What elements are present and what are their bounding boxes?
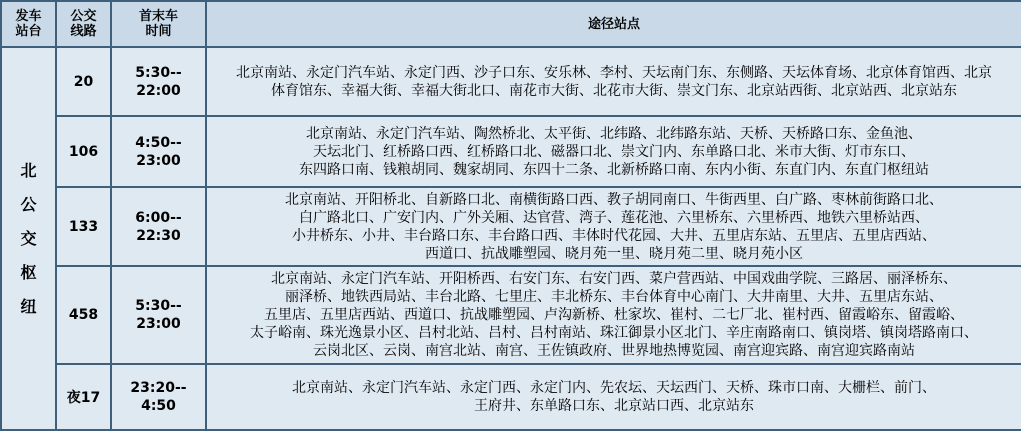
route-number: 106: [56, 116, 111, 187]
header-station: [1, 1, 56, 47]
header-route: [56, 1, 111, 47]
stops-line: 天坛北门、红桥路口西、红桥路口北、磁器口北、崇文门内、东单路口北、米市大街、灯市东口、: [313, 143, 915, 160]
route-number: 458: [56, 266, 111, 364]
route-stops: [206, 364, 1021, 430]
route-stops: [206, 187, 1021, 266]
header-stops: 途径站点: [206, 1, 1021, 47]
last-bus-time: 23:00: [136, 316, 181, 332]
stops-line: 丽泽桥、地铁西局站、丰台北路、七里庄、丰北桥东、丰台体育中心南门、大井南里、大井、五里店东站、: [285, 289, 943, 305]
stops-line: 西道口、抗战雕塑园、晓月苑一里、晓月苑二里、晓月苑小区: [425, 245, 803, 262]
route-time: [111, 187, 206, 266]
route-time: [111, 47, 206, 116]
header-station-line2: 站台: [15, 24, 42, 39]
route-time: [111, 364, 206, 430]
last-bus-time: 4:50: [141, 398, 176, 414]
last-bus-time: 22:00: [136, 82, 181, 99]
first-bus-time: 23:20--: [130, 380, 187, 396]
last-bus-time: 22:30: [136, 227, 181, 244]
table-row: [1, 47, 1021, 116]
route-number: 133: [56, 187, 111, 266]
header-route-line1: 公交: [70, 9, 97, 24]
stops-line: 五里店、五里店西站、西道口、抗战雕塑园、卢沟新桥、杜家坎、崔村、二七厂北、崔村西、留霞峪东、留霞峪、: [264, 307, 964, 323]
header-time-line2: 时间: [145, 24, 172, 39]
station-char: 纽: [20, 296, 37, 316]
route-number: 夜17: [56, 364, 111, 430]
header-time-line1: 首末车: [138, 9, 178, 24]
stops-line: 云岗北区、云岗、南宫北站、南宫、王佐镇政府、世界地热博览园、南宫迎宾路、南宫迎宾路南站: [313, 343, 915, 359]
stops-line: 北京南站、开阳桥北、自新路口北、南横街路口西、教子胡同南口、牛街西里、白广路、枣林前街路口北、: [285, 191, 943, 208]
first-bus-time: 5:30--: [135, 64, 182, 81]
first-bus-time: 6:00--: [135, 209, 182, 226]
route-number: 20: [56, 47, 111, 116]
route-stops: [206, 116, 1021, 187]
route-stops: [206, 47, 1021, 116]
station-char: 公: [20, 194, 37, 214]
stops-line: 北京南站、永定门汽车站、陶然桥北、太平街、北纬路、北纬路东站、天桥、天桥路口东、金鱼池、: [306, 125, 922, 142]
table-row: [1, 187, 1021, 266]
header-route-line2: 线路: [70, 24, 97, 39]
first-bus-time: 4:50--: [135, 134, 182, 151]
header-row: [1, 1, 1021, 47]
first-bus-time: 5:30--: [135, 298, 182, 314]
stops-line: 北京南站、永定门汽车站、永定门西、沙子口东、安乐林、李村、天坛南门东、东侧路、天坛体育场、北京体育馆西、北京: [236, 64, 992, 81]
station-name: [1, 47, 56, 430]
stops-line: 太子峪南、珠光逸景小区、吕村北站、吕村、吕村南站、珠江御景小区北门、辛庄南路南口、镇岗塔、镇岗塔路南口、: [250, 325, 978, 341]
route-stops: [206, 266, 1021, 364]
stops-line: 王府井、东单路口东、北京站口西、北京站东: [474, 398, 754, 414]
header-station-line1: 发车: [15, 9, 42, 24]
stops-line: 小井桥东、小井、丰台路口东、丰台路口西、丰体时代花园、大井、五里店东站、五里店、五里店西站、: [292, 227, 936, 244]
last-bus-time: 23:00: [136, 152, 181, 169]
table-row: [1, 116, 1021, 187]
route-time: [111, 116, 206, 187]
table-row: [1, 364, 1021, 430]
stops-line: 白广路北口、广安门内、广外关厢、达官营、湾子、莲花池、六里桥东、六里桥西、地铁六里桥站西、: [299, 209, 929, 226]
stops-line: 北京南站、永定门汽车站、永定门西、永定门内、先农坛、天坛西门、天桥、珠市口南、大栅栏、前门、: [292, 380, 936, 396]
route-time: [111, 266, 206, 364]
station-char: 枢: [20, 262, 37, 282]
station-char: 北: [20, 160, 37, 180]
header-time: [111, 1, 206, 47]
stops-line: 东四路口南、钱粮胡同、魏家胡同、东四十二条、北新桥路口南、东内小街、东直门内、东直门枢纽站: [299, 161, 929, 178]
table-row: [1, 266, 1021, 364]
stops-line: 体育馆东、幸福大街、幸福大街北口、南花市大街、北花市大街、崇文门东、北京站西街、北京站西、北京站东: [271, 82, 957, 99]
station-char: 交: [20, 228, 37, 248]
stops-line: 北京南站、永定门汽车站、开阳桥西、右安门东、右安门西、菜户营西站、中国戏曲学院、三路居、丽泽桥东、: [271, 271, 957, 287]
